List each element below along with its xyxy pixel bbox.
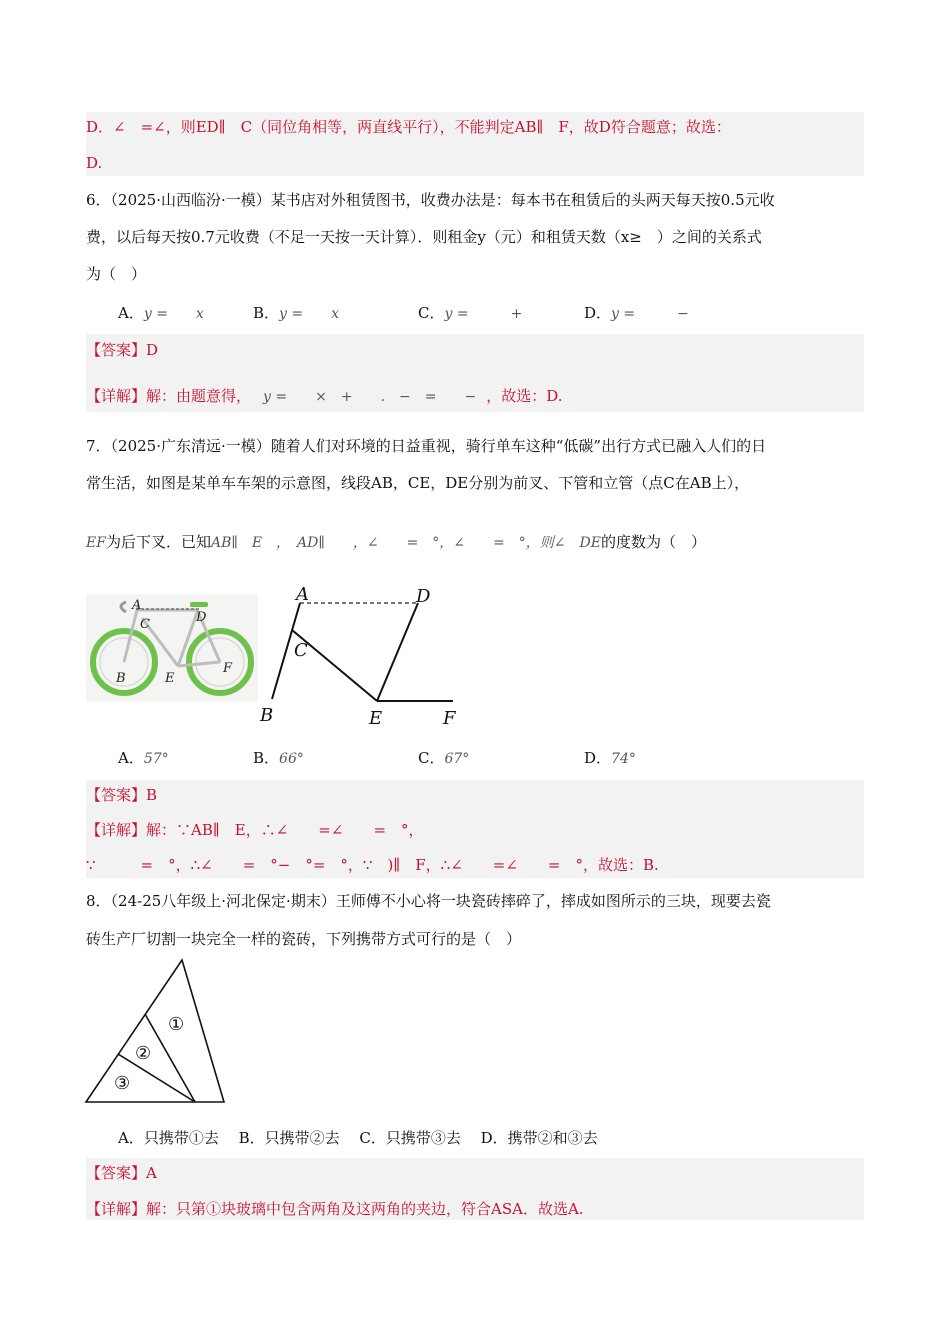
photo-label-f: F	[223, 661, 233, 676]
q6-stem-line-2: 费，以后每天按0.7元收费（不足一天按一天计算）．则租金y（元）和租赁天数（x≥ ）之间的关系式	[86, 228, 762, 246]
photo-label-c: C	[140, 617, 150, 632]
q6-option-c	[418, 303, 522, 324]
q8-stem-line-1: 8．（24-25八年级上·河北保定·期末）王师傅不小心将一块瓷砖摔碎了，摔成如图所示的三块，现要去瓷	[86, 892, 771, 910]
q7-option-d-value: 74°	[611, 751, 636, 767]
q6-option-c-expr: y = +	[444, 306, 523, 322]
photo-label-a: A	[132, 598, 142, 613]
q6-option-d-label: D．	[584, 304, 612, 322]
diagram-label-c: C	[294, 640, 308, 661]
q7-option-d-label: D．	[584, 749, 612, 767]
photo-label-d: D	[196, 610, 207, 625]
q6-option-a-expr: y = x	[143, 306, 204, 322]
q7-option-a	[118, 748, 169, 769]
q7-option-b	[253, 748, 304, 769]
q6-detail-tail: ，故选：D.	[486, 387, 563, 405]
piece-label-2: ②	[135, 1043, 152, 1064]
q8-detail: 【详解】解：只第①块玻璃中包含两角及这两角的夹边，符合ASA．故选A.	[86, 1200, 584, 1218]
q7-stem-line-2: 常生活，如图是某单车车架的示意图，线段AB，CE，DE分别为前叉、下管和立管（点C在AB上），	[86, 474, 750, 492]
diagram-label-e: E	[369, 708, 383, 729]
q8-answer: 【答案】A	[86, 1164, 157, 1182]
diagram-label-b: B	[260, 705, 274, 726]
q7-detail-line-1: 【详解】解：∵AB∥ E，∴∠ =∠ = °，	[86, 821, 424, 839]
diagram-label-f: F	[443, 708, 456, 729]
q7-detail-line-2: ∵ = °，∴∠ = °− °= °，∵ )∥ F，∴∠ =∠ = °，故选：B.	[86, 856, 659, 874]
q7-option-b-label: B．	[253, 749, 280, 767]
q7-angle-target: ∠ DE	[553, 535, 601, 551]
q6-detail-expr: y = × + . − = −	[263, 389, 477, 405]
q6-option-c-label: C．	[418, 304, 445, 322]
q7-option-d	[584, 748, 636, 769]
q7-option-c	[418, 748, 469, 769]
photo-label-b: B	[116, 671, 126, 686]
q8-options: A．只携带①去 B．只携带②去 C．只携带③去 D．携带②和③去	[118, 1129, 598, 1147]
q8-stem-line-2: 砖生产厂切割一块完全一样的瓷砖，下列携带方式可行的是（ ）	[86, 930, 522, 948]
q7-stem-ask: 的度数为（ ）	[600, 533, 706, 551]
q7-stem-line-1: 7．（2025·广东清远·一模）随着人们对环境的日益重视，骑行单车这种“低碳”出行方式已融入人们的日	[86, 437, 767, 455]
q6-option-b-expr: y = x	[279, 306, 340, 322]
q6-stem-line-1: 6．（2025·山西临汾·一模）某书店对外租赁图书，收费办法是：每本书在租赁后的头两天每天按0.5元收	[86, 191, 775, 209]
q7-option-a-value: 57°	[143, 751, 169, 767]
q7-stem-known: 为后下叉．已知	[105, 533, 211, 551]
q7-option-a-label: A．	[118, 749, 144, 767]
q6-option-d	[584, 303, 689, 324]
frame-diagram	[255, 582, 475, 730]
q6-option-a	[118, 303, 204, 324]
q6-detail-label: 【详解】解：由题意得，	[86, 387, 252, 405]
diagram-label-d: D	[416, 586, 431, 607]
q6-option-d-expr: y = −	[611, 306, 689, 322]
previous-answer-line-2: D.	[86, 154, 103, 172]
q6-answer: 【答案】D	[86, 341, 159, 359]
diagram-label-a: A	[296, 584, 309, 605]
q7-option-b-value: 66°	[279, 751, 304, 767]
q6-option-b-label: B．	[253, 304, 280, 322]
piece-label-3: ③	[114, 1073, 131, 1094]
photo-label-e: E	[165, 671, 175, 686]
broken-tile-diagram	[84, 956, 230, 1106]
previous-answer-line-1: D．∠ =∠，则ED∥ C（同位角相等，两直线平行），不能判定AB∥ F，故D符合题意；故选：	[86, 118, 731, 136]
q6-option-a-label: A．	[118, 304, 144, 322]
q7-stem-line-3	[86, 532, 706, 553]
q7-option-c-value: 67°	[444, 751, 470, 767]
q7-option-c-label: C．	[418, 749, 445, 767]
q6-option-b	[253, 303, 339, 324]
piece-label-1: ①	[168, 1014, 185, 1035]
q6-stem-line-3: 为（ ）	[86, 265, 147, 283]
q7-answer: 【答案】B	[86, 786, 158, 804]
q6-detail	[86, 386, 562, 407]
q7-segment-ef: EF	[86, 535, 106, 551]
q7-conditions: AB∥ E ， AD∥ ，∠ = °，∠ = °，则	[210, 535, 554, 551]
bicycle-photo	[86, 594, 258, 702]
